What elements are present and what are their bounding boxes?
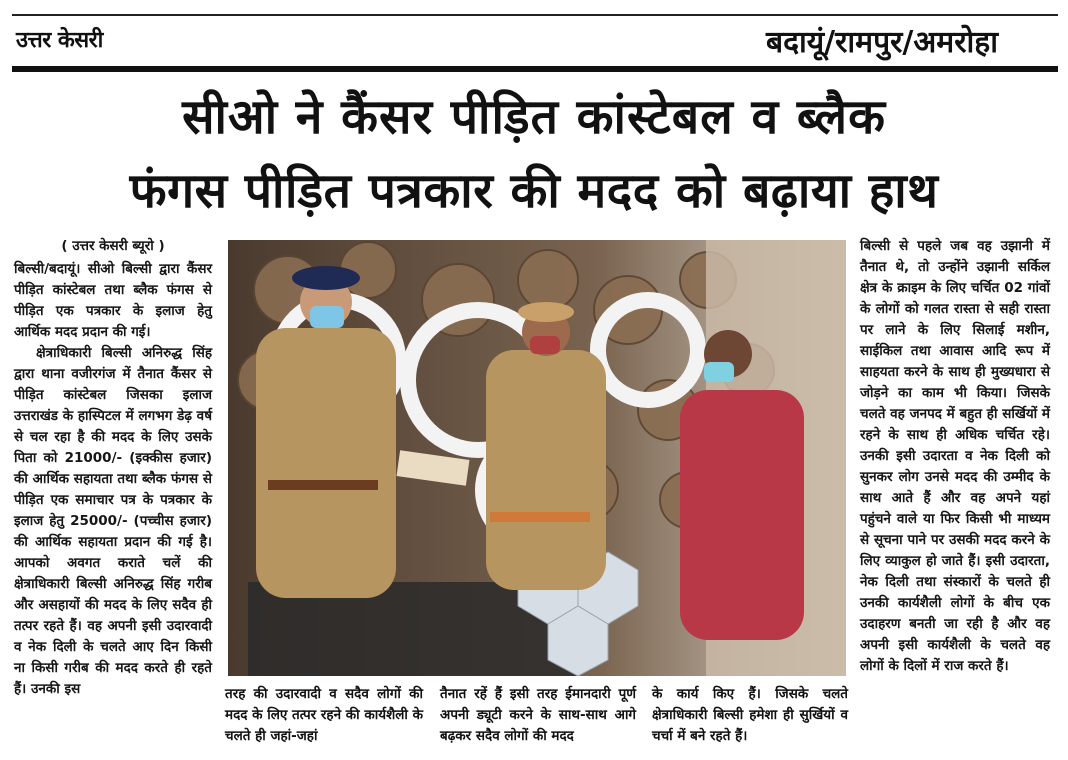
masthead bbox=[12, 14, 1058, 60]
article-column-1 bbox=[14, 236, 212, 700]
byline: ( उत्तर केसरी ब्यूरो ) bbox=[61, 238, 165, 254]
edition-label: बदायूं/रामपुर/अमरोहा bbox=[765, 25, 998, 60]
article-column-2: तरह की उदारवादी व सदैव लोगों की मदद के लिए तत्पर रहने की कार्यशैली के चलते ही जहां-जहां bbox=[225, 686, 423, 744]
header-rule bbox=[12, 66, 1058, 72]
headline bbox=[0, 80, 1068, 228]
headline-line-2: फंगस पीड़ित पत्रकार की मदद को बढ़ाया हाथ bbox=[129, 163, 939, 219]
photo-illustration bbox=[228, 240, 846, 676]
article-column-3b: के कार्य किए हैं। जिसके चलते क्षेत्राधिकारी बिल्सी हमेशा ही सुर्खियों व चर्चा में बने रहते हैं। bbox=[652, 686, 848, 744]
lead-paragraph bbox=[14, 259, 212, 343]
news-photo bbox=[228, 240, 846, 676]
dateline: बिल्सी/बदायूं। bbox=[14, 261, 81, 277]
article-column-4: बिल्सी से पहले जब वह उझानी में तैनात थे, तो उन्होंने उझानी सर्किल क्षेत्र के क्राइम के लिए चर्चित 02 गांवों के लोगों को गलत रास्ता से सही रास्ता पर लाने के लिए सिलाई मशीन, साईकिल तथा आवास आदि रूप में साहयता करने के साथ ही मुख्यधारा से जोड़ने का काम भी किया। जिसके चलते वह जनपद में बहुत ही सर्खियों में रहने के साथ ही अधिक चर्चित रहे। उनकी इसी उदारता व नेक दिली को सुनकर लोग उनसे मदद की उम्मीद के साथ आते हैं और वह अपने यहां पहुंचने वाले या फिर किसी भी माध्यम से सूचना पाने पर उसकी मदद करने के लिए व्याकुल हो जाते हैं। इसी उदारता, नेक दिली तथा संस्कारों के चलते ही उनकी कार्यशैली लोगों के बीच एक उदाहरण बनती जा रही है और वह अपनी इसी कार्यशैली के चलते वह लोगों के दिलों में राज करते हैं। bbox=[860, 238, 1050, 674]
top-rule bbox=[12, 14, 1058, 16]
paper-name: उत्तर केसरी bbox=[16, 27, 103, 53]
lead-text: सीओ बिल्सी द्वारा कैंसर पीड़ित कांस्टेबल तथा ब्लैक फंगस से पीड़ित एक पत्रकार के इलाज हेतु आर्थिक मदद प्रदान की गई। bbox=[14, 261, 213, 340]
headline-line-1: सीओ ने कैंसर पीड़ित कांस्टेबल व ब्लैक bbox=[182, 89, 886, 145]
article-column-3: तैनात रहें हैं इसी तरह ईमानदारी पूर्ण अपनी ड्यूटी करने के साथ-साथ आगे बढ़कर सदैव लोगों की मदद bbox=[440, 686, 636, 744]
body-paragraph: क्षेत्राधिकारी बिल्सी अनिरुद्ध सिंह द्वारा थाना वजीरगंज में तैनात कैंसर से पीड़ित कांस्टेबल जिसका इलाज उत्तराखंड के हास्पिटल में लगभग डेढ़ वर्ष से चल रहा है की मदद के लिए उसके पिता को 21000/- (इक्कीस हजार) की आर्थिक सहायता तथा ब्लैक फंगस से पीड़ित एक समाचार पत्र के पत्रकार के इलाज हेतु 25000/- (पच्चीस हजार) की आर्थिक सहायता प्रदान की गई है। आपको अवगत कराते चलें की क्षेत्राधिकारी बिल्सी अनिरुद्ध सिंह गरीब और असहायों की मदद के लिए सदैव ही तत्पर रहते हैं। वह अपनी इसी उदारवादी व नेक दिली के चलते आए दिन किसी ना किसी गरीब की मदद करते ही रहते हैं। उनकी इस bbox=[14, 345, 212, 697]
